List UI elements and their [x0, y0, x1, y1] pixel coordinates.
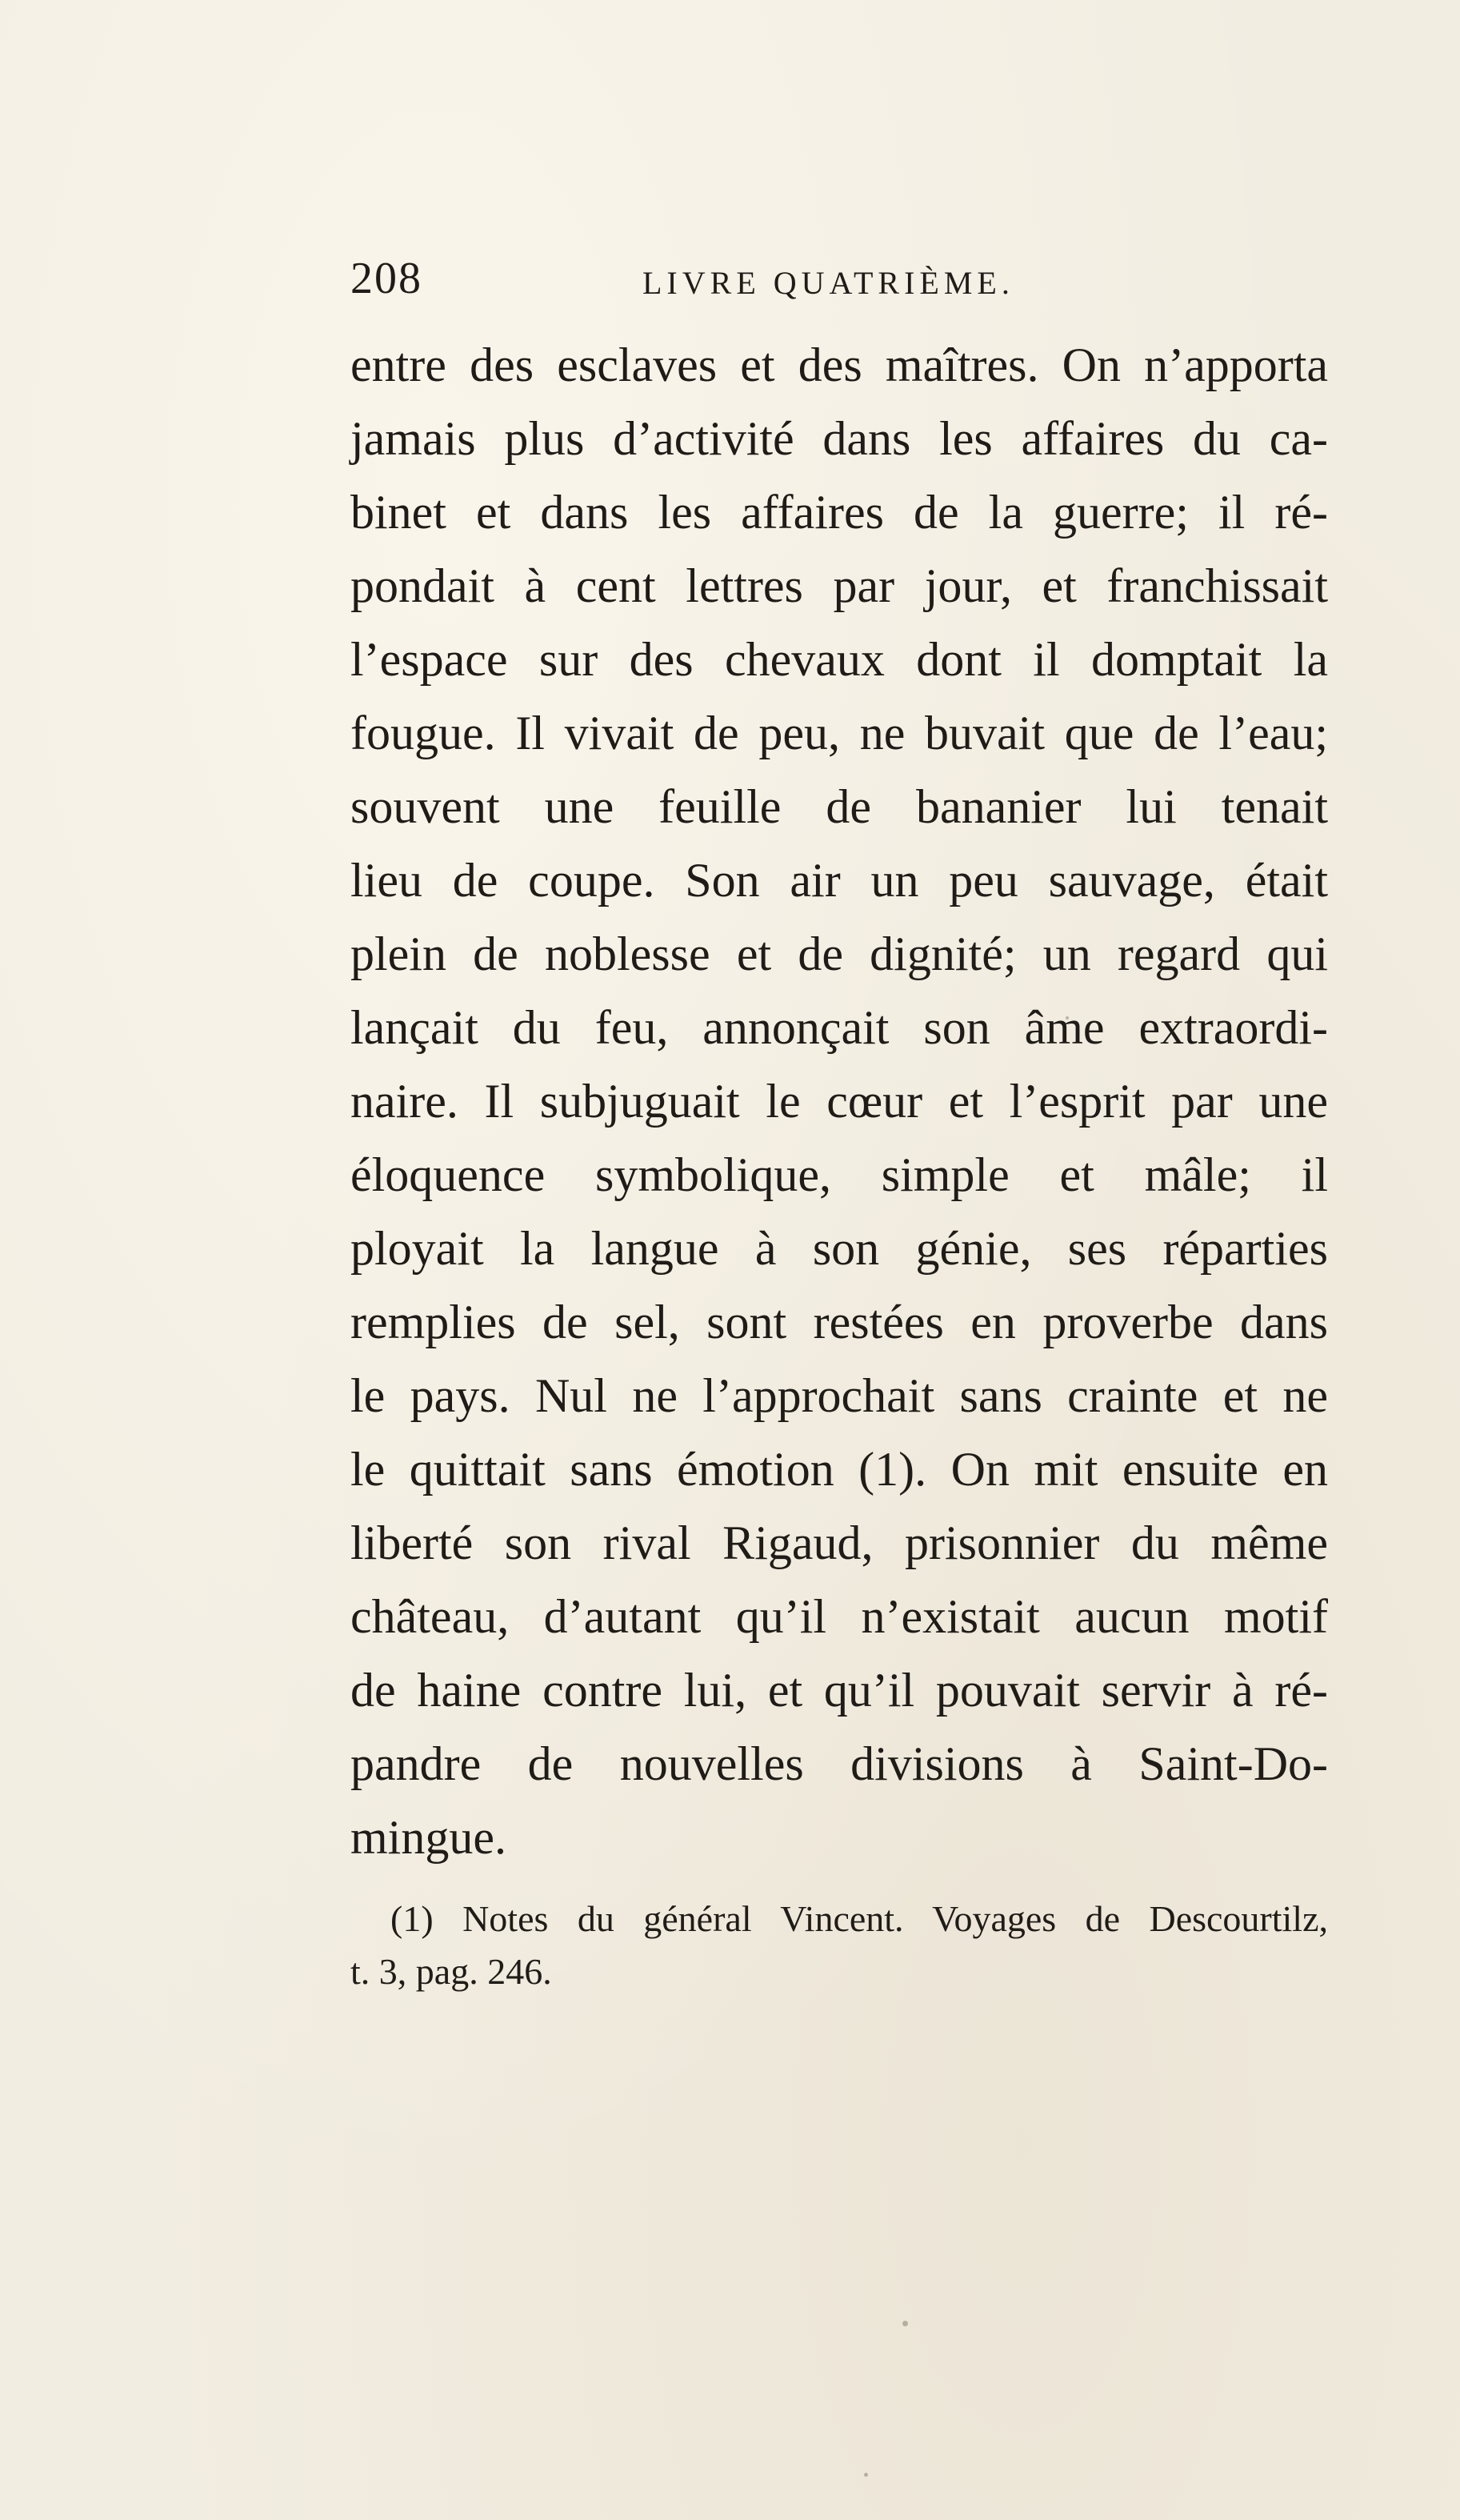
body-line: ployait la langue à son génie, ses réparties — [350, 1222, 1328, 1275]
paper-speck — [902, 2321, 908, 2326]
body-line: binet et dans les affaires de la guerre; il ré- — [350, 486, 1328, 539]
body-line: jamais plus d’activité dans les affaires du ca- — [350, 412, 1328, 465]
page-number: 208 — [350, 254, 422, 303]
running-head-title: LIVRE QUATRIÈME. — [642, 265, 1014, 301]
body-line: fougue. Il vivait de peu, ne buvait que de l’eau; — [350, 707, 1328, 759]
body-line: pondait à cent lettres par jour, et franchissait — [350, 559, 1328, 612]
body-text — [350, 328, 1328, 1874]
paper-speck — [1066, 1016, 1069, 1020]
body-line: naire. Il subjuguait le cœur et l’esprit par une — [350, 1075, 1328, 1128]
body-line: liberté son rival Rigaud, prisonnier du même — [350, 1516, 1328, 1569]
body-line: le quittait sans émotion (1). On mit ensuite en — [350, 1443, 1328, 1496]
body-line: château, d’autant qu’il n’existait aucun motif — [350, 1590, 1328, 1643]
body-line: l’espace sur des chevaux dont il domptait la — [350, 633, 1328, 686]
body-line: le pays. Nul ne l’approchait sans crainte et ne — [350, 1369, 1328, 1422]
body-line: entre des esclaves et des maîtres. On n’apporta — [350, 339, 1328, 391]
body-line: mingue. — [350, 1811, 506, 1864]
body-line: lançait du feu, annonçait son âme extraordi- — [350, 1001, 1328, 1054]
body-line: lieu de coupe. Son air un peu sauvage, était — [350, 854, 1328, 907]
body-line: éloquence symbolique, simple et mâle; il — [350, 1148, 1328, 1201]
footnote-line: (1) Notes du général Vincent. Voyages de Descourtilz, — [390, 1898, 1328, 1939]
body-line: de haine contre lui, et qu’il pouvait servir à ré- — [350, 1664, 1328, 1717]
footnote — [350, 1893, 1328, 1998]
footnote-line: t. 3, pag. 246. — [350, 1951, 552, 1992]
running-head — [350, 253, 1328, 317]
body-line: plein de noblesse et de dignité; un regard qui — [350, 927, 1328, 980]
body-line: souvent une feuille de bananier lui tenait — [350, 780, 1328, 833]
body-line: remplies de sel, sont restées en proverbe dans — [350, 1296, 1328, 1348]
paper-speck — [864, 2473, 868, 2477]
body-line: pandre de nouvelles divisions à Saint-Do- — [350, 1737, 1328, 1790]
